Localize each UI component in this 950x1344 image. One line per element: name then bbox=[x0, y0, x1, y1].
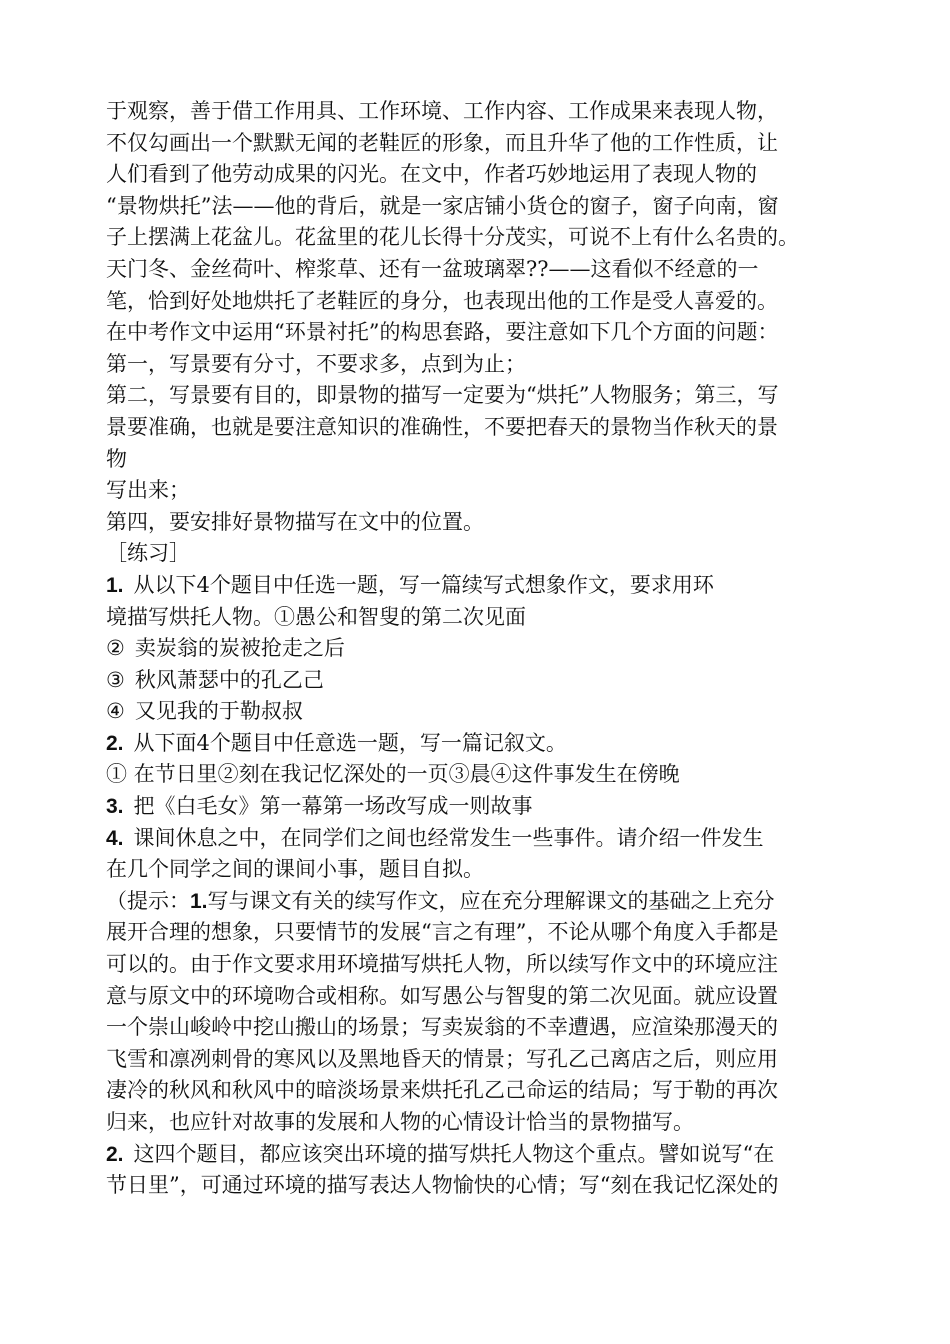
hint-line: 展开合理的想象，只要情节的发展“言之有理”，不论从哪个角度入手都是 bbox=[106, 920, 779, 945]
body-line: 笔，恰到好处地烘托了老鞋匠的身分，也表现出他的工作是受人喜爱的。 bbox=[106, 288, 778, 313]
exercise-2-text: 从下面4个题目中任意选一题，写一篇记叙文。 bbox=[133, 730, 567, 755]
hint-first-line bbox=[106, 886, 886, 918]
body-line: 不仅勾画出一个默默无闻的老鞋匠的形象，而且升华了他的工作性质，让 bbox=[106, 130, 778, 155]
exercise-1 bbox=[106, 570, 886, 602]
body-line: 写出来； bbox=[106, 478, 190, 503]
exercise-3-number: 3. bbox=[106, 795, 124, 819]
option-marker: ④ bbox=[106, 699, 125, 724]
option-text: 卖炭翁的炭被抢走之后 bbox=[134, 636, 345, 661]
body-line: 物 bbox=[106, 446, 127, 471]
hint-first-text: 写与课文有关的续写作文，应在充分理解课文的基础之上充分 bbox=[207, 888, 775, 913]
exercise-1-text: 从以下4个题目中任选一题，写一篇续写式想象作文，要求用环 bbox=[133, 572, 714, 597]
body-line: 第一，写景要有分寸，不要求多，点到为止； bbox=[106, 351, 526, 376]
document-body bbox=[106, 96, 886, 1202]
exercise-2 bbox=[106, 728, 886, 760]
hint-2-cont: 节日里”，可通过环境的描写表达人物愉快的心情；写“刻在我记忆深处的 bbox=[106, 1173, 779, 1198]
exercise-2-cont: ① 在节日里②刻在我记忆深处的一页③晨④这件事发生在傍晚 bbox=[106, 762, 680, 787]
hint-line: 可以的。由于作文要求用环境描写烘托人物，所以续写作文中的环境应注 bbox=[106, 952, 778, 977]
hint-open: （提示： bbox=[106, 888, 190, 913]
practice-heading: ［练习］ bbox=[106, 541, 190, 566]
option-marker: ③ bbox=[106, 667, 125, 692]
body-line: 第二，写景要有目的，即景物的描写一定要为“烘托”人物服务；第三，写 bbox=[106, 383, 779, 408]
hint-2 bbox=[106, 1139, 886, 1171]
body-line: 子上摆满上花盆儿。花盆里的花儿长得十分茂实，可说不上有什么名贵的。 bbox=[106, 225, 799, 250]
hint-line: 凄冷的秋风和秋风中的暗淡场景来烘托孔乙己命运的结局；写于勒的再次 bbox=[106, 1078, 778, 1103]
exercise-4-number: 4. bbox=[106, 826, 124, 850]
hint-line: 一个崇山峻岭中挖山搬山的场景；写卖炭翁的不幸遭遇，应渲染那漫天的 bbox=[106, 1015, 778, 1040]
exercise-3-text: 把《白毛女》第一幕第一场改写成一则故事 bbox=[133, 794, 533, 819]
option-text: 秋风萧瑟中的孔乙己 bbox=[134, 667, 324, 692]
option-marker: ② bbox=[106, 636, 125, 661]
body-line: 第四，要安排好景物描写在文中的位置。 bbox=[106, 509, 484, 534]
hint-2-number: 2. bbox=[106, 1142, 124, 1166]
hint-line: 意与原文中的环境吻合或相称。如写愚公与智叟的第二次见面。就应设置 bbox=[106, 983, 778, 1008]
exercise-1-cont: 境描写烘托人物。①愚公和智叟的第二次见面 bbox=[106, 604, 526, 629]
exercise-1-option bbox=[106, 696, 886, 728]
exercise-3 bbox=[106, 791, 886, 823]
option-text: 又见我的于勒叔叔 bbox=[134, 699, 303, 724]
exercise-1-option bbox=[106, 665, 886, 697]
body-line: 景要准确，也就是要注意知识的准确性，不要把春天的景物当作秋天的景 bbox=[106, 414, 778, 439]
body-line: “景物烘托”法——他的背后，就是一家店铺小货仓的窗子，窗子向南，窗 bbox=[106, 193, 779, 218]
hint-line: 归来，也应针对故事的发展和人物的心情设计恰当的景物描写。 bbox=[106, 1110, 694, 1134]
exercise-4-cont: 在几个同学之间的课间小事，题目自拟。 bbox=[106, 857, 484, 882]
exercise-4 bbox=[106, 823, 886, 855]
hint-line: 飞雪和凛冽刺骨的寒风以及黑地昏天的情景；写孔乙己离店之后，则应用 bbox=[106, 1046, 778, 1071]
exercise-1-number: 1. bbox=[106, 573, 124, 597]
exercise-1-option bbox=[106, 633, 886, 665]
exercise-4-text: 课间休息之中，在同学们之间也经常发生一些事件。请介绍一件发生 bbox=[133, 825, 764, 850]
body-line: 天门冬、金丝荷叶、榨浆草、还有一盆玻璃翠??——这看似不经意的一 bbox=[106, 256, 759, 281]
body-line: 在中考作文中运用“环景衬托”的构思套路，要注意如下几个方面的问题： bbox=[106, 320, 779, 345]
hint-2-text: 这四个题目，都应该突出环境的描写烘托人物这个重点。譬如说写“在 bbox=[133, 1141, 775, 1166]
body-line: 人们看到了他劳动成果的闪光。在文中，作者巧妙地运用了表现人物的 bbox=[106, 162, 757, 187]
exercise-2-number: 2. bbox=[106, 731, 124, 755]
hint-number: 1. bbox=[190, 889, 208, 913]
body-line: 于观察，善于借工作用具、工作环境、工作内容、工作成果来表现人物， bbox=[106, 99, 778, 123]
